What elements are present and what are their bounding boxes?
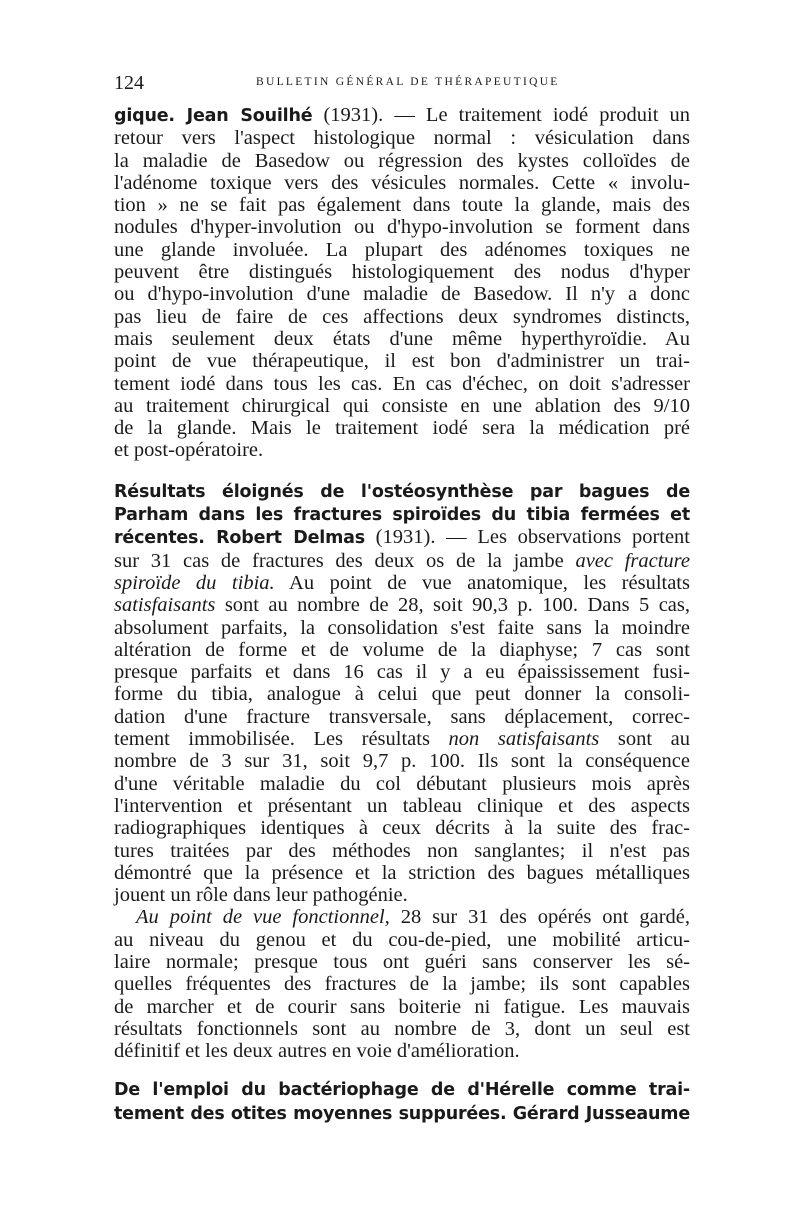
- page: [114, 72, 690, 1125]
- text-line: démontré que la présence et la striction des bagues métalliques: [114, 861, 690, 884]
- text-line: presque parfaits et dans 16 cas il y a eu épaississement fusi-: [114, 661, 690, 684]
- text-line: et post-opératoire.: [114, 439, 264, 462]
- text-line: laire normale; presque tous ont guéri sans conserver les sé-: [114, 950, 690, 973]
- text-line: au niveau du genou et du cou-de-pied, une mobilité articu-: [114, 928, 690, 951]
- heading-line: [114, 1102, 690, 1125]
- text-line: quelles fréquentes des fractures de la jambe; ils sont capables: [114, 973, 690, 996]
- paragraph-souilhe: [114, 104, 690, 462]
- text-line: [114, 728, 690, 750]
- text-span: Au point de vue anatomique, les résultats: [289, 571, 690, 594]
- text-span: tement immobilisée. Les résultats: [114, 728, 430, 751]
- text-line: point de vue thérapeutique, il est bon d'administrer un trai-: [114, 350, 690, 373]
- author-name: gique. Jean Souilhé: [114, 106, 313, 126]
- italic-span: avec fracture: [575, 549, 690, 572]
- italic-span: spiroïde du tibia.: [114, 571, 275, 594]
- text-line: [114, 594, 690, 616]
- text-line: nodules d'hyper-involution ou d'hypo-involution se forment dans: [114, 216, 690, 239]
- running-head: [114, 72, 690, 104]
- text-line: nombre de 3 sur 31, soit 9,7 p. 100. Ils sont la conséquence: [114, 750, 690, 773]
- text-line: peuvent être distingués histologiquement des nodus d'hyper: [114, 261, 690, 284]
- text-line: retour vers l'aspect histologique normal : vésiculation dans: [114, 127, 690, 150]
- text-line: [114, 572, 690, 594]
- text-line: absolument parfaits, la consolidation s'est faite sans la moindre: [114, 616, 690, 639]
- italic-span: satisfaisants: [114, 594, 216, 617]
- spacer: [114, 1062, 690, 1078]
- text-line: ou d'hypo-involution d'une maladie de Basedow. Il n'y a donc: [114, 283, 690, 306]
- text-line: définitif et les deux autres en voie d'amélioration.: [114, 1040, 520, 1063]
- article-title-part: Parham dans les fractures spiroïdes du tibia fermées et: [114, 505, 690, 526]
- text-line: dation d'une fracture transversale, sans déplacement, correc-: [114, 705, 690, 728]
- page-number: 124: [114, 72, 144, 94]
- heading-line: [114, 1078, 690, 1101]
- heading-line: [114, 480, 690, 503]
- article-title-part: De l'emploi du bactériophage de d'Hérelle comme trai-: [114, 1080, 690, 1101]
- text-line: l'intervention et présentant un tableau clinique et des aspects: [114, 794, 690, 817]
- text-line: de la glande. Mais le traitement iodé sera la médication pré: [114, 417, 690, 440]
- text-line: radiographiques identiques à ceux décrits à la suite des frac-: [114, 817, 690, 840]
- text-line: la maladie de Basedow ou régression des kystes colloïdes de: [114, 149, 690, 172]
- text-span: (1931). — Le traitement iodé produit un: [323, 104, 690, 126]
- text-line: l'adénome toxique vers des vésicules normales. Cette « involu-: [114, 171, 690, 194]
- author-name: récentes. Robert Delmas: [114, 528, 365, 549]
- text-line: au traitement chirurgical qui consiste en une ablation des 9/10: [114, 394, 690, 417]
- paragraph-delmas: [114, 480, 690, 1063]
- heading-line: [114, 503, 690, 526]
- text-line: [114, 550, 690, 572]
- article-title-part: tement des otites moyennes suppurées. Gérard Jusseaume: [114, 1103, 690, 1124]
- text-line: altération de forme et de volume de la diaphyse; 7 cas sont: [114, 638, 690, 661]
- running-title: BULLETIN GÉNÉRAL DE THÉRAPEUTIQUE: [256, 76, 560, 88]
- text-line: tion » ne se fait pas également dans toute la glande, mais des: [114, 194, 690, 217]
- text-line: mais seulement deux états d'une même hyperthyroïdie. Au: [114, 327, 690, 350]
- text-span: sur 31 cas de fractures des deux os de la jambe: [114, 549, 564, 572]
- italic-span: Au point de vue fonctionnel,: [136, 906, 390, 929]
- text-line: jouent un rôle dans leur pathogénie.: [114, 884, 408, 907]
- text-line: d'une véritable maladie du col débutant plusieurs mois après: [114, 772, 690, 795]
- spacer: [114, 462, 690, 480]
- italic-span: non satisfaisants: [448, 728, 600, 751]
- text-span: (1931). — Les observations portent: [375, 526, 691, 549]
- text-span: 28 sur 31 des opérés ont gardé,: [400, 906, 691, 929]
- text-line: résultats fonctionnels sont au nombre de 3, dont un seul est: [114, 1017, 690, 1040]
- text-line: tures traitées par des méthodes non sanglantes; il n'est pas: [114, 839, 690, 862]
- text-line: pas lieu de faire de ces affections deux syndromes distincts,: [114, 305, 690, 328]
- article-title-part: Résultats éloignés de l'ostéosynthèse par bagues de: [114, 481, 690, 502]
- text-line: forme du tibia, analogue à celui que peut donner la consoli-: [114, 683, 690, 706]
- text-line: une glande involuée. La plupart des adénomes toxiques ne: [114, 238, 690, 261]
- paragraph-jusseaume: [114, 1078, 690, 1125]
- text-line: de marcher et de courir sans boiterie ni fatigue. Les mauvais: [114, 995, 690, 1018]
- text-line: [114, 526, 690, 549]
- text-line: [114, 906, 690, 928]
- text-line: tement iodé dans tous les cas. En cas d'échec, on doit s'adresser: [114, 372, 690, 395]
- text-span: sont au nombre de 28, soit 90,3 p. 100. Dans 5 cas,: [224, 594, 690, 617]
- text-span: sont au: [617, 728, 690, 751]
- text-line: [114, 104, 690, 127]
